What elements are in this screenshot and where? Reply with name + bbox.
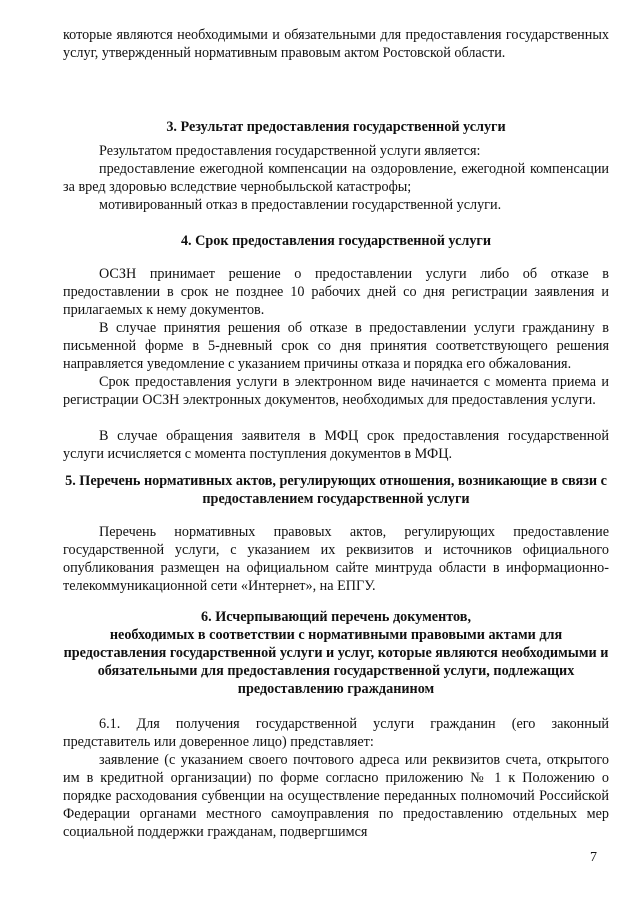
intro-paragraph: которые являются необходимыми и обязательными для предоставления государственных услуг, утвержденный нормативным правовым актом Ростовской области. bbox=[63, 27, 609, 61]
section-4-paragraph-1: ОСЗН принимает решение о предоставлении услуги либо об отказе в предоставлении в срок не позднее 10 рабочих дней со дня регистрации заявления и прилагаемых к нему документов. bbox=[63, 266, 609, 318]
section-6-heading-line-2: необходимых в соответствии с нормативными правовыми актами для предоставления государственной услуги и услуг, которые являются необходимыми и обязательными для предоставления государственной услуги, подлежащих предоставлению гражданином bbox=[63, 627, 609, 697]
section-4-paragraph-3: Срок предоставления услуги в электронном виде начинается с момента приема и регистрации ОСЗН электронных документов, необходимых для предоставления услуги. bbox=[63, 374, 609, 408]
section-4-paragraph-2: В случае принятия решения об отказе в предоставлении услуги гражданину в письменной форме в 5-дневный срок со дня принятия соответствующего решения направляется уведомление с указанием причины отказа и порядка его обжалования. bbox=[63, 320, 609, 372]
section-4-heading: 4. Срок предоставления государственной услуги bbox=[180, 233, 492, 249]
section-5-heading: 5. Перечень нормативных актов, регулирующих отношения, возникающие в связи с предоставлением государственной услуги bbox=[65, 473, 607, 507]
page-number: 7 bbox=[590, 850, 597, 865]
section-3-paragraph-1: Результатом предоставления государственной услуги является: bbox=[99, 143, 481, 159]
section-6-paragraph-2: заявление (с указанием своего почтового адреса или реквизитов счета, открытого им в кредитной организации) по форме согласно приложению № 1 к Положению о порядке расходования субвенции на осуществление переданных полномочий Российской Федерации органами местного самоуправления по предоставлению отдельных мер социальной поддержки гражданам, подвергшимся bbox=[63, 752, 609, 840]
section-3-paragraph-2: предоставление ежегодной компенсации на оздоровление, ежегодной компенсации за вред здоровью вследствие чернобыльской катастрофы; bbox=[63, 161, 609, 195]
section-3-paragraph-3: мотивированный отказ в предоставлении государственной услуги. bbox=[99, 197, 502, 213]
section-3-heading: 3. Результат предоставления государственной услуги bbox=[166, 119, 506, 135]
section-5-paragraph-1: Перечень нормативных правовых актов, регулирующих предоставление государственной услуги, с указанием их реквизитов и источников официального опубликования размещен на официальном сайте минтруда области в информационно-телекоммуникационной сети «Интернет», на ЕПГУ. bbox=[63, 524, 609, 594]
section-6-heading-line-1: 6. Исчерпывающий перечень документов, bbox=[201, 609, 471, 625]
section-6-paragraph-1: 6.1. Для получения государственной услуги гражданин (его законный представитель или доверенное лицо) представляет: bbox=[63, 716, 609, 750]
section-4-paragraph-4: В случае обращения заявителя в МФЦ срок предоставления государственной услуги исчисляется с момента поступления документов в МФЦ. bbox=[63, 428, 609, 462]
